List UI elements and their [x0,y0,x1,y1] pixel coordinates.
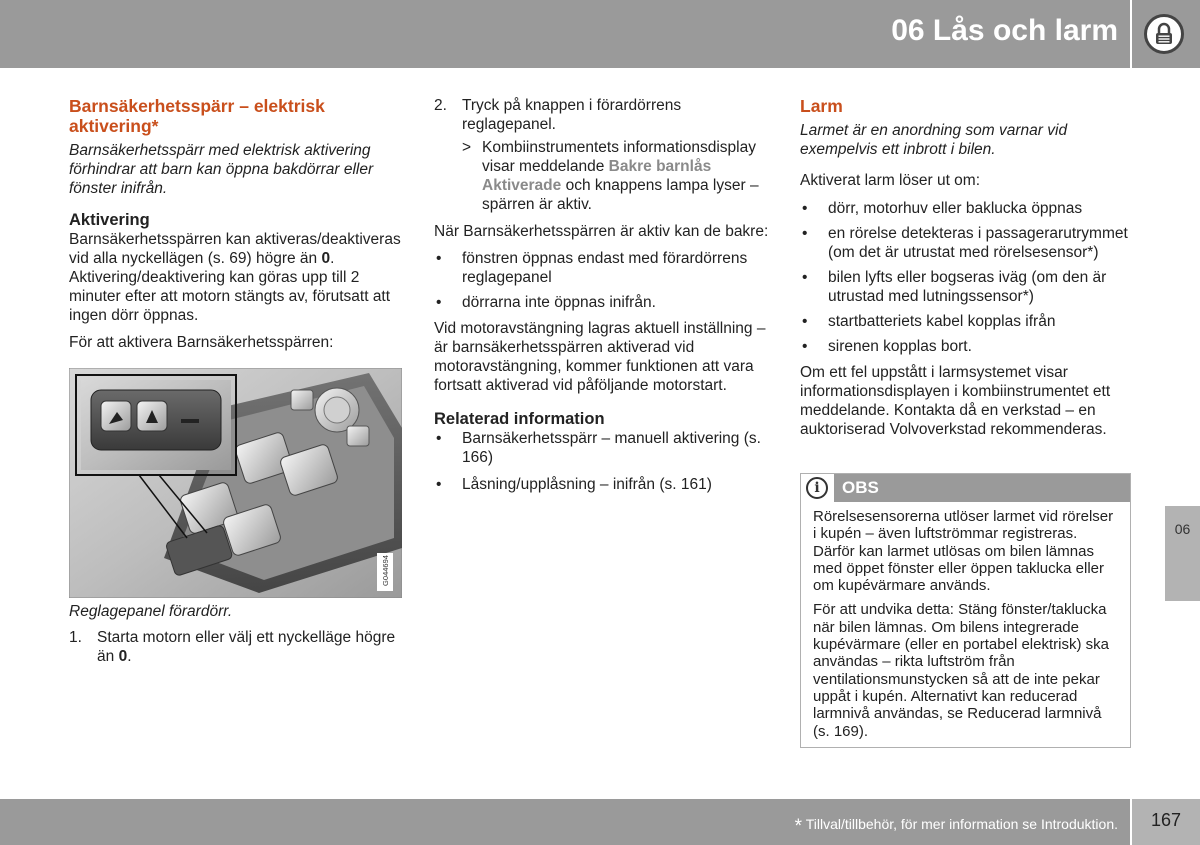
column-child-lock [69,96,404,360]
display-message: Bakre barnlås Aktiverade [482,158,712,194]
step-2-number: 2. [434,97,447,114]
footer-star: * [794,816,803,837]
activation-subheading: Aktivering [69,211,150,229]
list-item: • dörr, motorhuv eller baklucka öppnas [802,200,1083,217]
step-1-number: 1. [69,629,82,646]
step-2-text: Tryck på knappen i förardörrens reglagepanel. [462,97,682,133]
result-marker: > [462,139,472,156]
list-item: • bilen lyfts eller bogseras iväg (om den är utrustad med lutningssensor*) [802,269,1107,305]
active-paragraph: När Barnsäkerhetsspärren är aktiv kan de bakre: [434,223,769,240]
obs-note-box [800,473,1131,748]
activate-instruction: För att aktivera Barnsäkerhetsspärren: [69,334,334,351]
alarm-trigger-list [800,199,1135,356]
alarm-heading: Larm [800,96,843,116]
figure-code: G044694 [380,555,390,586]
column-alarm [800,96,1135,447]
page-number: 167 [1150,810,1182,830]
step-2 [434,96,774,214]
stored-setting-paragraph: Vid motoravstängning lagras aktuell inställning – är barnsäkerhetsspärren aktiverad vid motoravstängning, kommer funktionen att vara fortsatt aktiverad vid påföljande motorstart. [434,320,766,394]
lock-icon [1144,14,1184,54]
related-info-heading: Relaterad information [434,410,605,428]
footer-note: * Tillval/tillbehör, för mer information se Introduktion. [794,816,1118,837]
obs-header [801,474,1130,502]
alarm-trigger-paragraph: Aktiverat larm löser ut om: [800,172,981,189]
alarm-fault-paragraph: Om ett fel uppstått i larmsystemet visar informationsdisplayen i kombiinstrumentet ett meddelande. Kontakta då en verkstad – en auktoriserad Volvoverkstad rekommenderas. [800,364,1111,438]
chapter-title: 06 Lås och larm [891,14,1118,47]
list-item: • sirenen kopplas bort. [802,338,972,355]
child-lock-intro: Barnsäkerhetsspärr med elektrisk aktivering förhindrar att barn kan öppna bakdörrar eller fönster inifrån. [69,142,374,197]
alarm-intro: Larmet är en anordning som varnar vid exempelvis ett inbrott i bilen. [800,122,1068,158]
child-lock-heading: Barnsäkerhetsspärr – elektrisk aktivering* [69,96,325,136]
activation-paragraph: Barnsäkerhetsspärren kan aktiveras/deaktiveras vid alla nyckellägen (s. 69) högre än 0. Aktivering/deaktivering kan göras upp till 2 minuter efter att motorn stängts av, förutsatt att ingen dörr öppnas. [69,231,401,324]
obs-body [801,502,1130,740]
chapter-side-tab-label: 06 [1174,521,1191,537]
info-icon: i [806,477,828,499]
chapter-side-tab [1165,506,1200,601]
list-item: • dörrarna inte öppnas inifrån. [436,294,656,311]
step-2-result: > Kombiinstrumentets informationsdisplay visar meddelande Bakre barnlås Aktiverade och knappens lampa lyser – spärren är aktiv. [462,139,759,213]
list-item: • startbatteriets kabel kopplas ifrån [802,313,1056,330]
door-control-panel-figure [69,368,402,598]
active-effects-list [434,249,774,312]
related-link[interactable]: • Barnsäkerhetsspärr – manuell aktivering (s. 166) [436,430,761,466]
column-child-lock-continued [434,96,774,501]
list-item: • fönstren öppnas endast med förardörrens reglagepanel [436,250,748,286]
step-1-text: Starta motorn eller välj ett nyckelläge högre än 0. [97,629,396,665]
step-1 [69,628,404,674]
figure-caption: Reglagepanel förardörr. [69,603,233,620]
list-item: • en rörelse detekteras i passagerarutrymmet (om det är utrustat med rörelsesensor*) [802,225,1128,261]
obs-title: OBS [842,478,879,497]
related-info-list [434,429,774,494]
obs-paragraph-2: För att undvika detta: Stäng fönster/taklucka när bilen lämnas. Om bilens integrerade kupévärmare (eller en portabel elektrisk) ska användas – rikta luftström från ventilationsmunstycken så att de inte pekar uppåt i kupén. Alternativt kan reducerad larmnivå användas, se Reducerad larmnivå (s. 169). [813,601,1109,740]
obs-paragraph-1: Rörelsesensorerna utlöser larmet vid rörelser i kupén – även luftströmmar registreras. Därför kan larmet utlösas om bilen lämnas med öppet fönster eller öppen taklucka eller om kupévärmare används. [813,508,1114,595]
related-link[interactable]: • Låsning/upplåsning – inifrån (s. 161) [436,476,712,493]
